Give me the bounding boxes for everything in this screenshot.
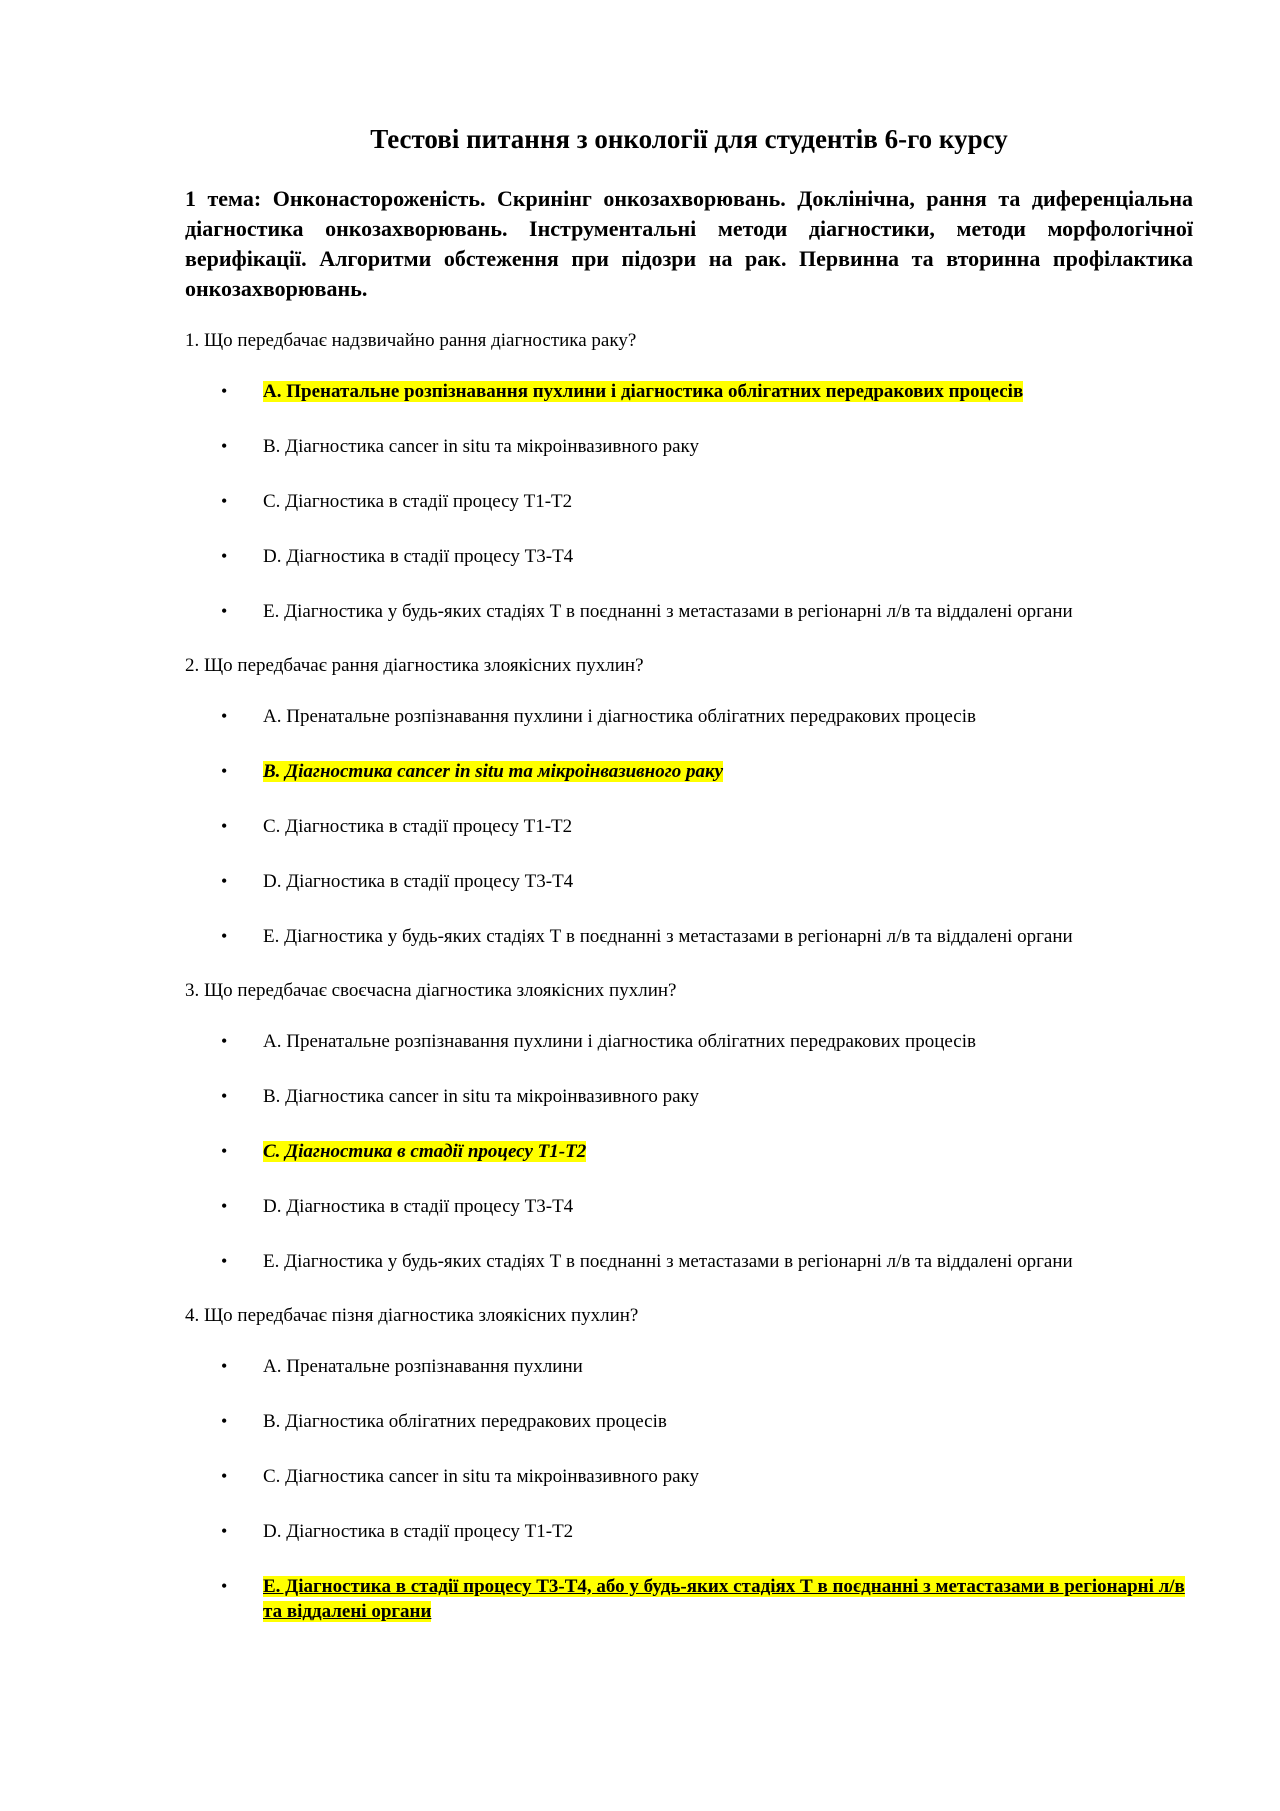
bullet-icon: • bbox=[221, 1196, 228, 1216]
answer-1d-text: D. Діагностика в стадії процесу Т3-Т4 bbox=[263, 546, 574, 567]
bullet-icon: • bbox=[221, 1411, 228, 1431]
bullet-icon: • bbox=[221, 1356, 228, 1376]
bullet-icon: • bbox=[221, 1576, 228, 1596]
bullet-icon: • bbox=[221, 1031, 228, 1051]
answer-2d bbox=[185, 869, 1193, 894]
answer-4c-text: C. Діагностика cancer in situ та мікроінвазивного раку bbox=[263, 1466, 699, 1487]
document-title: Тестові питання з онкології для студентів 6-го курсу bbox=[370, 124, 1008, 154]
question-2-text: 2. Що передбачає рання діагностика злоякісних пухлин? bbox=[185, 655, 644, 676]
question-1 bbox=[185, 329, 1193, 624]
answer-2e-text: E. Діагностика у будь-яких стадіях Т в поєднанні з метастазами в регіонарні л/в та віддалені органи bbox=[263, 926, 1073, 947]
bullet-icon: • bbox=[221, 546, 228, 566]
answer-2d-text: D. Діагностика в стадії процесу Т3-Т4 bbox=[263, 871, 574, 892]
bullet-icon: • bbox=[221, 1521, 228, 1541]
bullet-icon: • bbox=[221, 1251, 228, 1271]
answer-3a-text: A. Пренатальне розпізнавання пухлини і діагностика облігатних передракових процесів bbox=[263, 1031, 976, 1052]
question-3-text: 3. Що передбачає своєчасна діагностика злоякісних пухлин? bbox=[185, 980, 677, 1001]
question-4 bbox=[185, 1304, 1193, 1624]
answer-1b bbox=[185, 434, 1193, 459]
question-1-text: 1. Що передбачає надзвичайно рання діагностика раку? bbox=[185, 330, 637, 351]
bullet-icon: • bbox=[221, 816, 228, 836]
answer-1a bbox=[185, 379, 1193, 404]
answer-3d-text: D. Діагностика в стадії процесу Т3-Т4 bbox=[263, 1196, 574, 1217]
topic-heading: 1 тема: Онконастороженість. Скринінг онкозахворювань. Доклінічна, рання та диференціальна діагностика онкозахворювань. Інструментальні методи діагностики, методи морфологічної верифікації. Алгоритми обстеження при підозри на рак. Первинна та вторинна профілактика онкозахворювань. bbox=[185, 186, 1193, 301]
answer-3e bbox=[185, 1249, 1193, 1274]
question-3 bbox=[185, 979, 1193, 1274]
bullet-icon: • bbox=[221, 491, 228, 511]
answer-4d-text: D. Діагностика в стадії процесу Т1-Т2 bbox=[263, 1521, 574, 1542]
bullet-icon: • bbox=[221, 706, 228, 726]
answer-4b bbox=[185, 1409, 1193, 1434]
bullet-icon: • bbox=[221, 381, 228, 401]
answer-4b-text: B. Діагностика облігатних передракових процесів bbox=[263, 1411, 667, 1432]
question-4-answers bbox=[185, 1354, 1193, 1624]
answer-2c-text: C. Діагностика в стадії процесу Т1-Т2 bbox=[263, 816, 573, 837]
question-4-text: 4. Що передбачає пізня діагностика злоякісних пухлин? bbox=[185, 1305, 639, 1326]
answer-4a-text: A. Пренатальне розпізнавання пухлини bbox=[263, 1356, 583, 1377]
answer-1a-text: A. Пренатальне розпізнавання пухлини і діагностика облігатних передракових процесів bbox=[263, 381, 1024, 402]
answer-3e-text: E. Діагностика у будь-яких стадіях Т в поєднанні з метастазами в регіонарні л/в та віддалені органи bbox=[263, 1251, 1073, 1272]
answer-3c bbox=[185, 1139, 1193, 1164]
answer-1e-text: E. Діагностика у будь-яких стадіях Т в поєднанні з метастазами в регіонарні л/в та віддалені органи bbox=[263, 601, 1073, 622]
answer-1c-text: C. Діагностика в стадії процесу Т1-Т2 bbox=[263, 491, 573, 512]
question-3-answers bbox=[185, 1029, 1193, 1274]
answer-3d bbox=[185, 1194, 1193, 1219]
answer-2b-text: B. Діагностика cancer in situ та мікроінвазивного раку bbox=[263, 761, 724, 782]
bullet-icon: • bbox=[221, 926, 228, 946]
question-2 bbox=[185, 654, 1193, 949]
answer-2b bbox=[185, 759, 1193, 784]
answer-1c bbox=[185, 489, 1193, 514]
answer-1b-text: B. Діагностика cancer in situ та мікроінвазивного раку bbox=[263, 436, 699, 457]
answer-2a-text: A. Пренатальне розпізнавання пухлини і діагностика облігатних передракових процесів bbox=[263, 706, 976, 727]
bullet-icon: • bbox=[221, 1086, 228, 1106]
answer-4a bbox=[185, 1354, 1193, 1379]
answer-1e bbox=[185, 599, 1193, 624]
bullet-icon: • bbox=[221, 761, 228, 781]
answer-1d bbox=[185, 544, 1193, 569]
answer-3b-text: B. Діагностика cancer in situ та мікроінвазивного раку bbox=[263, 1086, 699, 1107]
answer-4e-text: E. Діагностика в стадії процесу Т3-Т4, або у будь-яких стадіях Т в поєднанні з метастазами в регіонарні л/в та віддалені органи bbox=[263, 1576, 1185, 1622]
answer-3b bbox=[185, 1084, 1193, 1109]
answer-3c-text: C. Діагностика в стадії процесу Т1-Т2 bbox=[263, 1141, 587, 1162]
bullet-icon: • bbox=[221, 1466, 228, 1486]
bullet-icon: • bbox=[221, 1141, 228, 1161]
question-2-answers bbox=[185, 704, 1193, 949]
answer-2a bbox=[185, 704, 1193, 729]
bullet-icon: • bbox=[221, 871, 228, 891]
question-1-answers bbox=[185, 379, 1193, 624]
answer-2e bbox=[185, 924, 1193, 949]
answer-2c bbox=[185, 814, 1193, 839]
answer-4c bbox=[185, 1464, 1193, 1489]
bullet-icon: • bbox=[221, 601, 228, 621]
answer-3a bbox=[185, 1029, 1193, 1054]
bullet-icon: • bbox=[221, 436, 228, 456]
answer-4d bbox=[185, 1519, 1193, 1544]
answer-4e bbox=[185, 1574, 1193, 1624]
